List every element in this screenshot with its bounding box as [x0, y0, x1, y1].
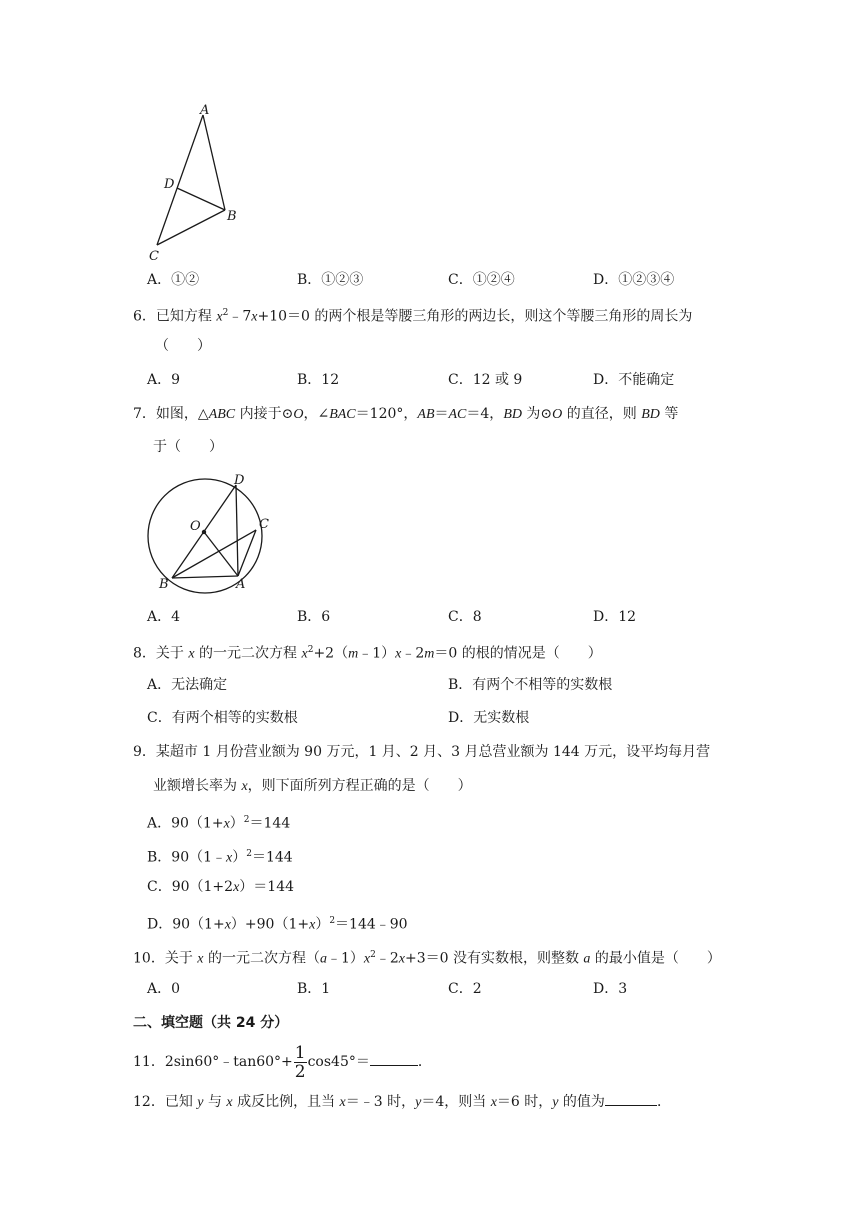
q6-stem: 6．已知方程 $x^2﹣7x+10=0$ 的两个根是等腰三角形的两边长，则这个等腰三角形的周长为 [133, 308, 693, 325]
q6-paren: （ ） [155, 338, 211, 354]
q6-option-c: C．12 或 9 [448, 372, 523, 388]
label-a: A [236, 577, 246, 592]
q9-option-c: C．90（1+2x）＝144 [147, 879, 295, 895]
label-d: D [234, 473, 245, 488]
label-d: D [164, 177, 175, 192]
q10-option-d: D．3 [593, 981, 628, 997]
label-c: C [149, 249, 159, 264]
q6-option-d: D．不能确定 [593, 372, 675, 388]
fraction-one-half: $\frac{1}{2}$ [294, 1042, 306, 1082]
q7-option-b: B．6 [297, 609, 331, 625]
label-o: O [190, 519, 201, 534]
label-b: B [227, 209, 237, 224]
segment-db [177, 188, 225, 210]
circle-figure-q7 [140, 470, 280, 595]
segment-oa [204, 532, 238, 576]
q8-option-b: B．有两个不相等的实数根 [448, 677, 613, 693]
q7-stem: 7．如图，△ABC 内接于⊙O，∠BAC＝120°，AB＝AC＝4，BD 为⊙O 的直径，则 BD 等 [133, 406, 679, 422]
segment-ab [203, 115, 225, 210]
segment-ba [172, 576, 238, 578]
q9-stem-line2: 业额增长率为 x，则下面所列方程正确的是（ ） [153, 778, 472, 794]
segment-ad [236, 485, 238, 576]
q8-stem: 8．关于 x 的一元二次方程 $x^2+2(m﹣1)x﹣2m=0$ 的根的情况是（ ） [133, 645, 602, 662]
answer-blank[interactable] [370, 1051, 418, 1066]
q5-option-a: A．①② [147, 272, 200, 288]
q7-option-a: A．4 [147, 609, 181, 625]
answer-blank[interactable] [605, 1091, 657, 1106]
label-c: C [259, 517, 269, 532]
q8-option-a: A．无法确定 [147, 677, 228, 693]
q7-stem-line2: 于（ ） [153, 439, 223, 455]
center-dot [202, 530, 206, 534]
segment-ac [238, 530, 256, 576]
label-a: A [200, 103, 210, 118]
q10-option-a: A．0 [147, 981, 181, 997]
q10-option-c: C．2 [448, 981, 482, 997]
section-heading: 二、填空题（共 24 分） [133, 1015, 289, 1031]
q6-option-a: A．9 [147, 372, 181, 388]
q5-option-b: B．①②③ [297, 272, 364, 288]
q9-option-b: B．90（1﹣x）$^2$＝144 [147, 849, 293, 866]
q5-option-d: D．①②③④ [593, 272, 675, 288]
q9-stem: 9．某超市 1 月份营业额为 90 万元，1 月、2 月、3 月总营业额为 144 万元，设平均每月营 [133, 744, 711, 760]
segment-bc [172, 530, 256, 578]
q8-option-d: D．无实数根 [448, 710, 530, 726]
q10-option-b: B．1 [297, 981, 331, 997]
q11-stem: 11．2sin60°﹣tan60°+ $\frac{1}{2}$ cos45°＝ ． [133, 1042, 432, 1082]
label-b: B [159, 577, 169, 592]
q9-option-a: A．$90(1+x)^2=144$ [147, 815, 291, 832]
q5-option-c: C．①②④ [448, 272, 515, 288]
q9-option-d: D．$90(1+x)+90(1+x)^2=144﹣90$ [147, 916, 408, 933]
q6-option-b: B．12 [297, 372, 340, 388]
q7-option-c: C．8 [448, 609, 482, 625]
q7-option-d: D．12 [593, 609, 637, 625]
triangle-figure-q5 [140, 100, 250, 265]
q12-stem: 12．已知 y 与 x 成反比例，且当 x＝﹣3 时，y＝4，则当 x＝6 时，y 的值为 ． [133, 1091, 671, 1113]
q10-stem: 10．关于 x 的一元二次方程$(a﹣1)x^2﹣2x+3=0$ 没有实数根，则整数 a 的最小值是（ ） [133, 950, 721, 967]
q8-option-c: C．有两个相等的实数根 [147, 710, 298, 726]
